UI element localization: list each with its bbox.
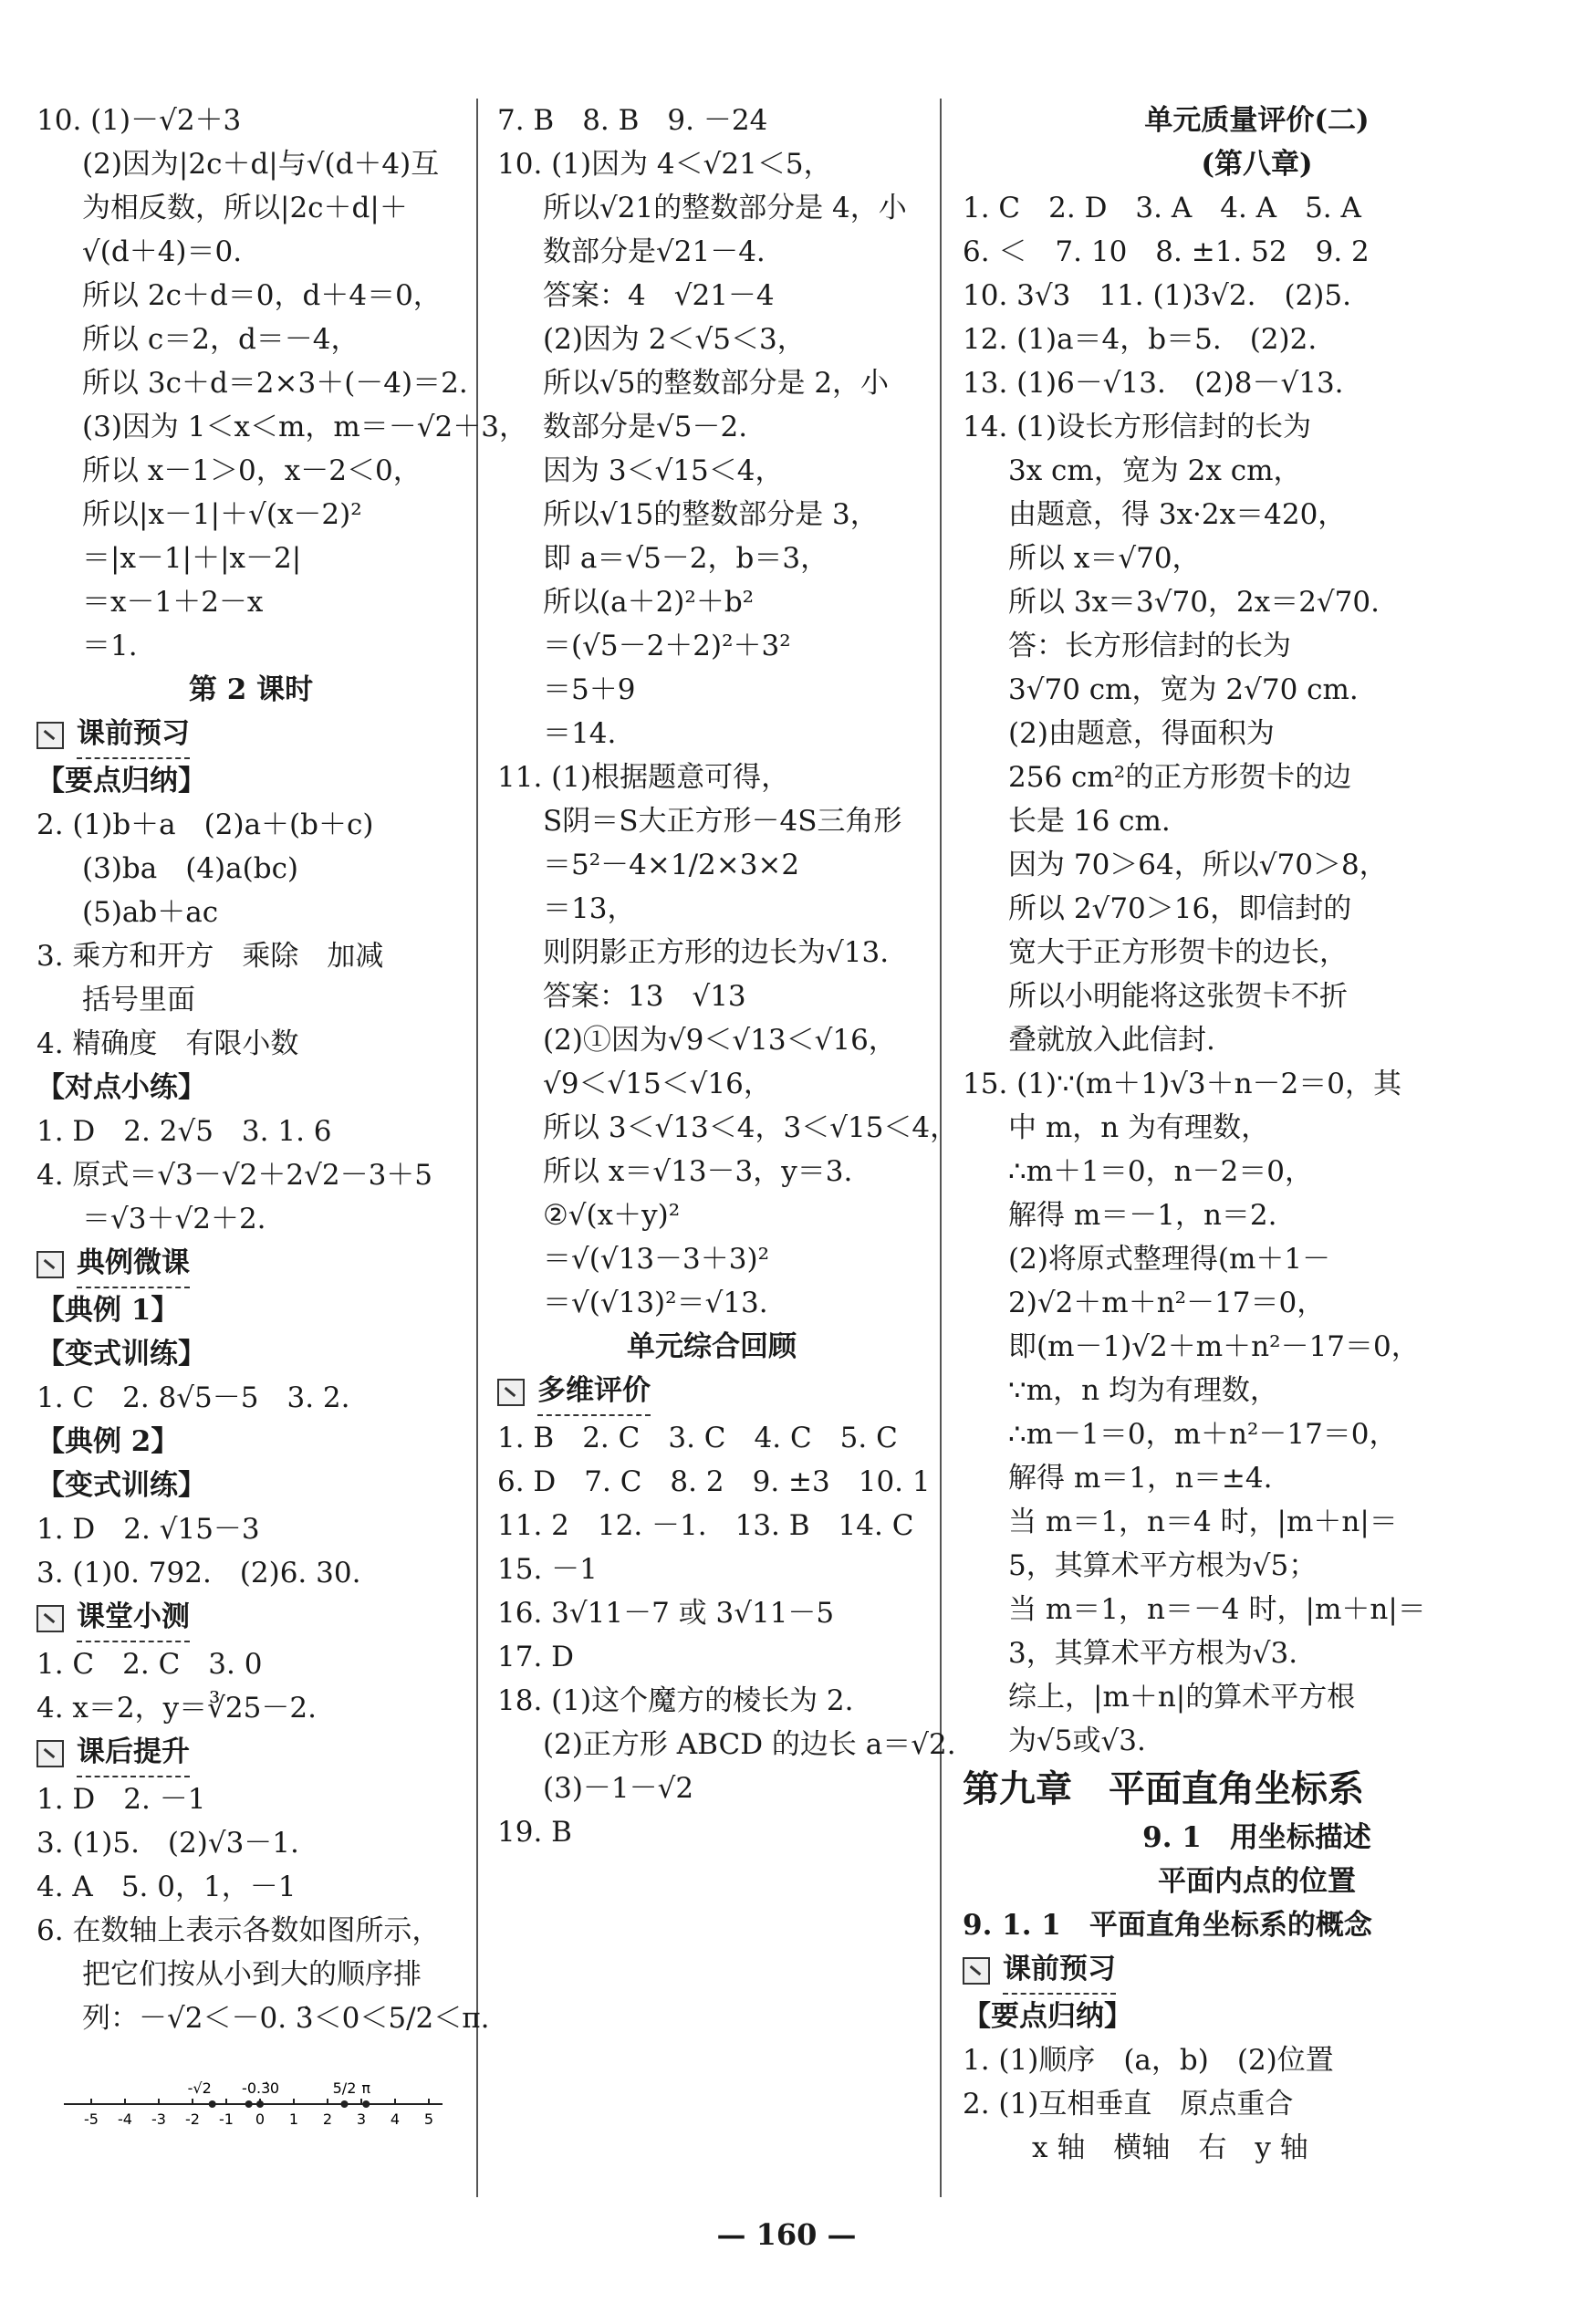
answer-line: S阴＝S大正方形－4S三角形 bbox=[543, 805, 902, 838]
section-heading bbox=[497, 1369, 926, 1416]
answer-line: 把它们按从小到大的顺序排 bbox=[82, 1958, 422, 1991]
section-heading-text: 多维评价 bbox=[537, 1369, 651, 1416]
answer-line: 所以 x＝√13－3，y＝3. bbox=[543, 1155, 853, 1188]
answer-line: (2)由题意，得面积为 bbox=[1008, 717, 1275, 750]
answer-item: 1. D 2. √15－3 bbox=[36, 1513, 260, 1546]
answer-line: 3x cm，宽为 2x cm， bbox=[1008, 454, 1302, 487]
answer-line: ＝x－1＋2－x bbox=[82, 586, 264, 619]
answer-line: x 轴 横轴 右 y 轴 bbox=[1032, 2131, 1308, 2164]
number-line-point-label: 5/2 bbox=[332, 2079, 357, 2097]
answer-line: (5)ab＋ac bbox=[82, 896, 219, 929]
answer-item: 3. (1)0. 792. (2)6. 30. bbox=[36, 1557, 361, 1589]
answer-line: (2)将原式整理得(m＋1－ bbox=[1008, 1243, 1331, 1276]
answer-line: 为√5或√3. bbox=[1008, 1725, 1146, 1757]
answer-line: 因为 3＜√15＜4， bbox=[543, 454, 784, 487]
heading: 9. 1 用坐标描述 bbox=[1142, 1821, 1371, 1854]
answer-line: 叠就放入此信封. bbox=[1008, 1024, 1215, 1057]
heading: 单元质量评价(二) bbox=[1144, 104, 1370, 137]
answer-line: 所以 3x＝3√70，2x＝2√70. bbox=[1008, 586, 1380, 619]
answer-item: 2. (1)互相垂直 原点重合 bbox=[963, 2088, 1294, 2121]
number-line-tick-label: 3 bbox=[356, 2110, 367, 2128]
answer-line: ＝√(√13)²＝√13. bbox=[543, 1287, 768, 1319]
answer-line: 3√70 cm，宽为 2√70 cm. bbox=[1008, 673, 1359, 706]
label-heading: 【变式训练】 bbox=[36, 1469, 206, 1502]
label-heading: 【要点归纳】 bbox=[36, 765, 206, 797]
answer-line: ＝|x－1|＋|x－2| bbox=[82, 542, 302, 575]
answer-line: ②√(x＋y)² bbox=[543, 1199, 681, 1232]
answer-line: 答案：13 √13 bbox=[543, 980, 746, 1013]
answer-line: 数部分是√21－4. bbox=[543, 235, 766, 268]
answer-item: 6. 在数轴上表示各数如图所示， bbox=[36, 1914, 441, 1947]
section-heading-text: 课前预习 bbox=[1003, 1947, 1116, 1995]
answer-item: 1. C 2. D 3. A 4. A 5. A bbox=[963, 192, 1361, 224]
answer-item: 15. －1 bbox=[497, 1553, 598, 1586]
answer-item: 12. (1)a＝4，b＝5. (2)2. bbox=[963, 323, 1318, 356]
answer-item: 13. (1)6－√13. (2)8－√13. bbox=[963, 367, 1344, 400]
label-heading: 【变式训练】 bbox=[36, 1338, 206, 1370]
answer-line: (3)因为 1＜x＜m，m＝－√2＋3， bbox=[82, 411, 527, 443]
number-line-figure bbox=[36, 2048, 447, 2139]
number-line-point bbox=[341, 2100, 349, 2108]
answer-line: 解得 m＝1，n＝±4. bbox=[1008, 1462, 1273, 1495]
answer-item: 15. (1)∵(m＋1)√3＋n－2＝0，其 bbox=[963, 1068, 1401, 1100]
answer-line: 所以 x＝√70， bbox=[1008, 542, 1201, 575]
label-heading: 【对点小练】 bbox=[36, 1071, 206, 1104]
answer-line: 答：长方形信封的长为 bbox=[1008, 630, 1291, 662]
answer-line: ∴m－1＝0，m＋n²－17＝0， bbox=[1008, 1418, 1398, 1451]
number-line-tick-label: -2 bbox=[185, 2110, 200, 2128]
answer-line: ＝√(√13－3＋3)² bbox=[543, 1243, 770, 1276]
answer-line: (3)ba (4)a(bc) bbox=[82, 852, 299, 885]
answer-line: 所以(a＋2)²＋b² bbox=[543, 586, 755, 619]
section-heading-text: 课前预习 bbox=[77, 712, 190, 759]
answer-line: ＝14. bbox=[543, 717, 617, 750]
number-line-tick-label: -5 bbox=[84, 2110, 99, 2128]
answer-line: ＝13， bbox=[543, 892, 636, 925]
number-line-point bbox=[256, 2100, 264, 2108]
number-line-point bbox=[245, 2100, 253, 2108]
label-heading: 【典例 1】 bbox=[36, 1294, 180, 1327]
answer-column-3 bbox=[963, 99, 1551, 2170]
number-line-point-label: -√2 bbox=[187, 2079, 212, 2097]
answer-line: √(d＋4)＝0. bbox=[82, 235, 243, 268]
number-line-tick-label: -4 bbox=[118, 2110, 132, 2128]
answer-item: 1. B 2. C 3. C 4. C 5. C bbox=[497, 1422, 898, 1454]
answer-line: 长是 16 cm. bbox=[1008, 805, 1171, 838]
answer-line: ＝(√5－2＋2)²＋3² bbox=[543, 630, 791, 662]
number-line-tick-label: -1 bbox=[219, 2110, 234, 2128]
answer-line: 3，其算术平方根为√3. bbox=[1008, 1637, 1298, 1670]
number-line-point-label: 0 bbox=[269, 2079, 280, 2097]
answer-line: ＝5＋9 bbox=[543, 673, 636, 706]
answer-item: 3. (1)5. (2)√3－1. bbox=[36, 1827, 299, 1860]
answer-line: 中 m，n 为有理数， bbox=[1008, 1111, 1270, 1144]
answer-line: ＝1. bbox=[82, 630, 138, 662]
answer-line: 即(m－1)√2＋m＋n²－17＝0， bbox=[1008, 1330, 1420, 1363]
answer-line: 所以√21的整数部分是 4，小 bbox=[543, 192, 907, 224]
answer-line: 即 a＝√5－2，b＝3， bbox=[543, 542, 829, 575]
heading: 第 2 课时 bbox=[188, 673, 314, 706]
answer-item: 1. C 2. C 3. 0 bbox=[36, 1648, 263, 1681]
label-heading: 【典例 2】 bbox=[36, 1425, 180, 1458]
number-line-tick-label: 2 bbox=[322, 2110, 333, 2128]
answer-item: 7. B 8. B 9. －24 bbox=[497, 104, 768, 137]
answer-item: 6. D 7. C 8. 2 9. ±3 10. 1 bbox=[497, 1465, 931, 1498]
number-line-point bbox=[362, 2100, 370, 2108]
answer-line: 数部分是√5－2. bbox=[543, 411, 748, 443]
section-heading bbox=[36, 1730, 465, 1777]
number-line-tick-label: 0 bbox=[255, 2110, 266, 2128]
answer-item: 4. x＝2，y＝∛25－2. bbox=[36, 1692, 317, 1725]
section-heading-text: 课堂小测 bbox=[77, 1595, 190, 1642]
answer-item: 1. (1)顺序 (a，b) (2)位置 bbox=[963, 2044, 1334, 2077]
answer-item: 1. D 2. －1 bbox=[36, 1783, 206, 1816]
answer-item: 4. 精确度 有限小数 bbox=[36, 1027, 299, 1060]
section-marker-icon bbox=[36, 1605, 64, 1632]
answer-line: 当 m＝1，n＝4 时，|m＋n|＝ bbox=[1008, 1506, 1398, 1538]
label-heading: 9. 1. 1 平面直角坐标系的概念 bbox=[963, 1909, 1372, 1942]
answer-line: 所以 3c＋d＝2×3＋(－4)＝2. bbox=[82, 367, 468, 400]
answer-column-1 bbox=[36, 99, 527, 2142]
chapter-title: 第九章 平面直角坐标系 bbox=[963, 1767, 1364, 1810]
section-marker-icon bbox=[497, 1379, 525, 1406]
answer-line: 为相反数，所以|2c＋d|＋ bbox=[82, 192, 408, 224]
answer-line: 2)√2＋m＋n²－17＝0， bbox=[1008, 1287, 1326, 1319]
section-heading bbox=[963, 1947, 1551, 1995]
answer-line: ＝√3＋√2＋2. bbox=[82, 1203, 266, 1235]
answer-line: (2)正方形 ABCD 的边长 a＝√2. bbox=[543, 1728, 956, 1761]
section-heading-text: 典例微课 bbox=[77, 1241, 190, 1288]
section-heading bbox=[36, 1241, 465, 1288]
answer-item: 6. ＜ 7. 10 8. ±1. 52 9. 2 bbox=[963, 235, 1370, 268]
answer-line: 所以|x－1|＋√(x－2)² bbox=[82, 498, 362, 531]
section-marker-icon bbox=[36, 1251, 64, 1278]
answer-line: 所以 2c＋d＝0，d＋4＝0， bbox=[82, 279, 442, 312]
answer-item: 19. B bbox=[497, 1816, 572, 1849]
answer-item: 10. (1)－√2＋3 bbox=[36, 104, 242, 137]
answer-line: 所以√15的整数部分是 3， bbox=[543, 498, 879, 531]
number-line-tick-label: 5 bbox=[423, 2110, 434, 2128]
heading: 单元综合回顾 bbox=[627, 1330, 797, 1363]
number-line-point-label: -0.3̇ bbox=[242, 2079, 271, 2097]
answer-item: 18. (1)这个魔方的棱长为 2. bbox=[497, 1684, 854, 1717]
section-marker-icon bbox=[36, 722, 64, 749]
number-line-tick-label: 1 bbox=[288, 2110, 299, 2128]
number-line-tick-label: -3 bbox=[151, 2110, 166, 2128]
answer-line: ∴m＋1＝0，n－2＝0， bbox=[1008, 1155, 1313, 1188]
number-line-tick-label: 4 bbox=[390, 2110, 401, 2128]
answer-line: 当 m＝1，n＝－4 时，|m＋n|＝ bbox=[1008, 1593, 1426, 1626]
heading: 平面内点的位置 bbox=[1158, 1865, 1356, 1898]
answer-line: 所以 x－1＞0，x－2＜0， bbox=[82, 454, 422, 487]
answer-item: 2. (1)b＋a (2)a＋(b＋c) bbox=[36, 808, 374, 841]
answer-line: (3)－1－√2 bbox=[543, 1772, 694, 1805]
heading: (第八章) bbox=[1201, 148, 1313, 181]
answer-line: √9＜√15＜√16， bbox=[543, 1068, 772, 1100]
answer-line: (2)①因为√9＜√13＜√16， bbox=[543, 1024, 897, 1057]
answer-line: 列：－√2＜－0. 3̇＜0＜5/2＜π. bbox=[82, 2002, 490, 2035]
answer-item: 17. D bbox=[497, 1641, 575, 1673]
answer-line: 解得 m＝－1，n＝2. bbox=[1008, 1199, 1277, 1232]
answer-item: 10. (1)因为 4＜√21＜5， bbox=[497, 148, 832, 181]
answer-line: (2)因为|2c＋d|与√(d＋4)互 bbox=[82, 148, 440, 181]
answer-line: 宽大于正方形贺卡的边长， bbox=[1008, 936, 1348, 969]
answer-line: 所以 3＜√13＜4，3＜√15＜4， bbox=[543, 1111, 959, 1144]
answer-line: 所以√5的整数部分是 2，小 bbox=[543, 367, 890, 400]
section-marker-icon bbox=[963, 1957, 990, 1985]
answer-line: 由题意，得 3x·2x＝420， bbox=[1008, 498, 1347, 531]
answer-line: ∵m，n 均为有理数， bbox=[1008, 1374, 1278, 1407]
answer-line: 所以小明能将这张贺卡不折 bbox=[1008, 980, 1348, 1013]
section-heading-text: 课后提升 bbox=[77, 1730, 190, 1777]
answer-line: 所以 c＝2，d＝－4， bbox=[82, 323, 359, 356]
answer-item: 10. 3√3 11. (1)3√2. (2)5. bbox=[963, 279, 1351, 312]
section-heading bbox=[36, 712, 465, 759]
answer-item: 4. A 5. 0，1，－1 bbox=[36, 1871, 297, 1903]
section-marker-icon bbox=[36, 1740, 64, 1767]
number-line-point bbox=[209, 2100, 216, 2108]
answer-line: 5，其算术平方根为√5； bbox=[1008, 1549, 1318, 1582]
answer-line: 答案：4 √21－4 bbox=[543, 279, 775, 312]
section-heading bbox=[36, 1595, 465, 1642]
answer-line: 括号里面 bbox=[82, 984, 195, 1016]
answer-item: 16. 3√11－7 或 3√11－5 bbox=[497, 1597, 835, 1630]
answer-item: 4. 原式＝√3－√2＋2√2－3＋5 bbox=[36, 1159, 433, 1192]
answer-item: 1. C 2. 8√5－5 3. 2. bbox=[36, 1381, 350, 1414]
answer-line: 综上，|m＋n|的算术平方根 bbox=[1008, 1681, 1356, 1714]
answer-column-2 bbox=[497, 99, 959, 1854]
answer-item: 14. (1)设长方形信封的长为 bbox=[963, 411, 1312, 443]
answer-line: 则阴影正方形的边长为√13. bbox=[543, 936, 890, 969]
answer-line: ＝5²－4×1/2×3×2 bbox=[543, 849, 800, 881]
answer-line: 256 cm²的正方形贺卡的边 bbox=[1008, 761, 1352, 794]
number-line-point-label: π bbox=[361, 2079, 371, 2097]
page-number: — 160 — bbox=[716, 2217, 857, 2252]
answer-line: 因为 70＞64，所以√70＞8， bbox=[1008, 849, 1388, 881]
answer-line: 所以 2√70＞16，即信封的 bbox=[1008, 892, 1352, 925]
answer-item: 11. (1)根据题意可得， bbox=[497, 761, 790, 794]
label-heading: 【要点归纳】 bbox=[963, 2000, 1132, 2033]
answer-item: 1. D 2. 2√5 3. 1. 6 bbox=[36, 1115, 332, 1148]
answer-item: 3. 乘方和开方 乘除 加减 bbox=[36, 940, 384, 973]
answer-line: (2)因为 2＜√5＜3， bbox=[543, 323, 806, 356]
answer-item: 11. 2 12. －1. 13. B 14. C bbox=[497, 1509, 914, 1542]
